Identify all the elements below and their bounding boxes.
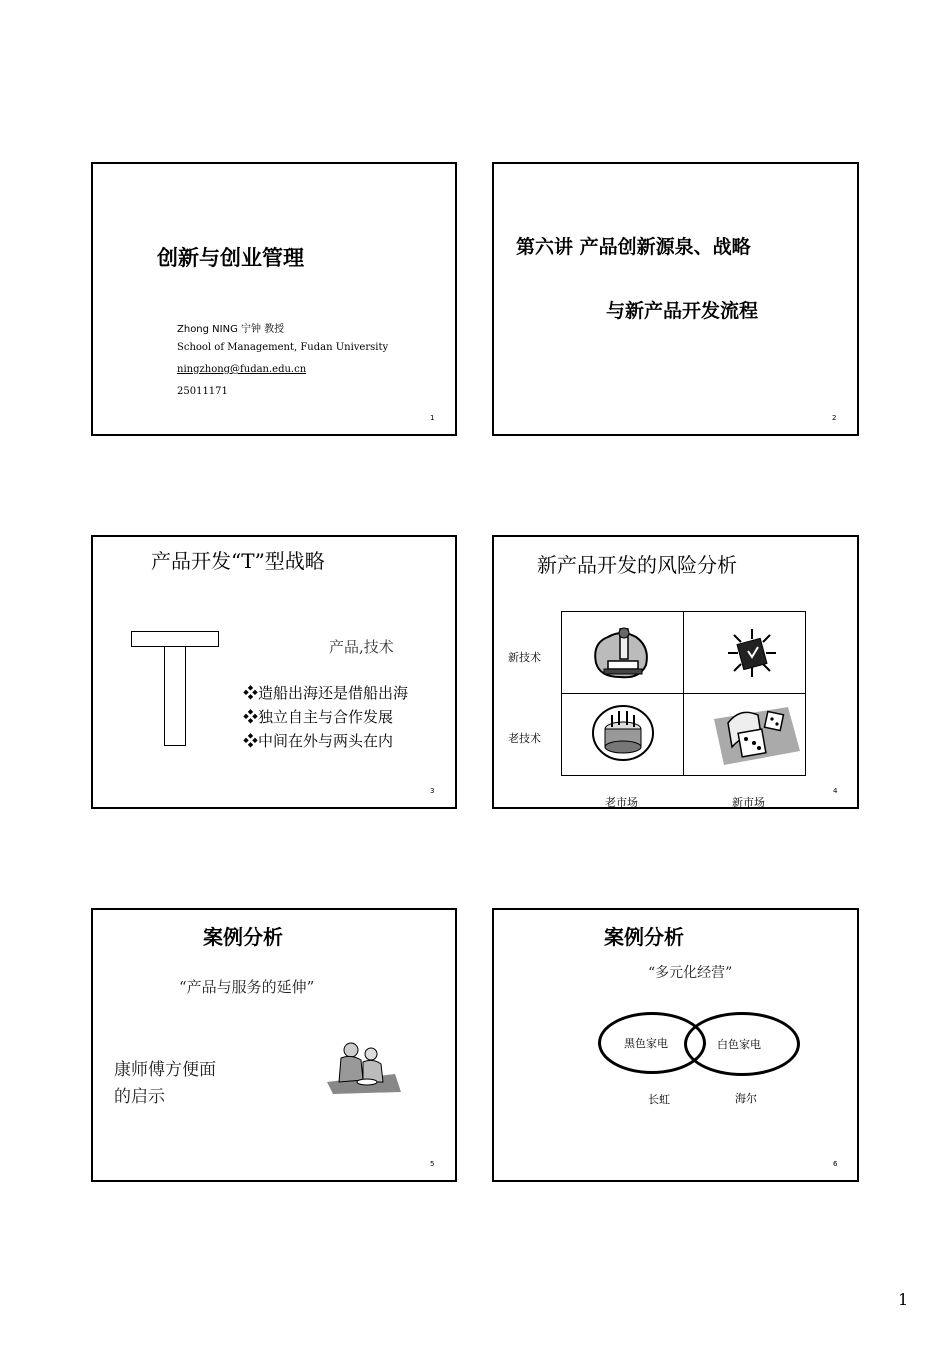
slide-6-subtitle: “多元化经营” (648, 965, 733, 981)
slide-5-body-line1: 康师傅方便面 (114, 1060, 216, 1080)
slide-1-author: Zhong NING 宁钟 教授 (177, 324, 285, 335)
slide-5-title: 案例分析 (203, 925, 283, 949)
slide-1-number: 1 (430, 414, 435, 422)
slide-3-title: 产品开发“T”型战略 (151, 549, 325, 573)
bullet-item: ❖造船出海还是借船出海 (243, 684, 409, 702)
slide-2-title-line2: 与新产品开发流程 (606, 300, 759, 322)
row-label-new-tech: 新技术 (508, 651, 541, 664)
col-label-new-market: 新市场 (732, 796, 765, 809)
ellipse-right-label: 白色家电 (717, 1038, 761, 1051)
slide-2 (492, 162, 859, 436)
page-number: 1 (898, 1290, 909, 1309)
dice-icon (710, 701, 802, 767)
burst-icon (726, 627, 778, 679)
slide-1 (91, 162, 457, 436)
slide-5-body-line2: 的启示 (114, 1087, 165, 1107)
cake-icon (590, 701, 656, 763)
row-label-old-tech: 老技术 (508, 732, 541, 745)
t-shape-bar (131, 631, 219, 647)
slide-1-email[interactable]: ningzhong@fudan.edu.cn (177, 364, 307, 375)
slide-6-number: 6 (833, 1160, 838, 1168)
slide-6-title: 案例分析 (604, 925, 684, 949)
slide-5 (91, 908, 457, 1182)
slide-2-title-line1: 第六讲 产品创新源泉、战略 (516, 236, 751, 258)
slide-6 (492, 908, 859, 1182)
slide-3 (91, 535, 457, 809)
slide-2-number: 2 (832, 414, 837, 422)
slide-4 (492, 535, 859, 809)
slide-5-number: 5 (430, 1160, 435, 1168)
people-eating-icon (323, 1038, 403, 1096)
brand-label-haier: 海尔 (735, 1092, 757, 1105)
bullet-item: ❖中间在外与两头在内 (243, 732, 394, 750)
slide-1-phone: 25011171 (177, 386, 228, 397)
slide-3-number: 3 (430, 787, 435, 795)
ellipse-left-label: 黑色家电 (624, 1037, 668, 1050)
t-shape-stem (164, 646, 186, 746)
bullet-item: ❖独立自主与合作发展 (243, 708, 394, 726)
col-label-old-market: 老市场 (605, 796, 638, 809)
slide-4-number: 4 (833, 787, 838, 795)
microscope-icon (590, 623, 654, 683)
brand-label-changhong: 长虹 (648, 1093, 670, 1106)
slide-1-title: 创新与创业管理 (157, 246, 304, 270)
slide-5-subtitle: “产品与服务的延伸” (179, 978, 315, 996)
slide-4-title: 新产品开发的风险分析 (537, 553, 737, 577)
slide-3-bullets (243, 681, 408, 753)
slide-1-school: School of Management, Fudan University (177, 342, 389, 353)
slide-3-label: 产品,技术 (329, 638, 394, 656)
